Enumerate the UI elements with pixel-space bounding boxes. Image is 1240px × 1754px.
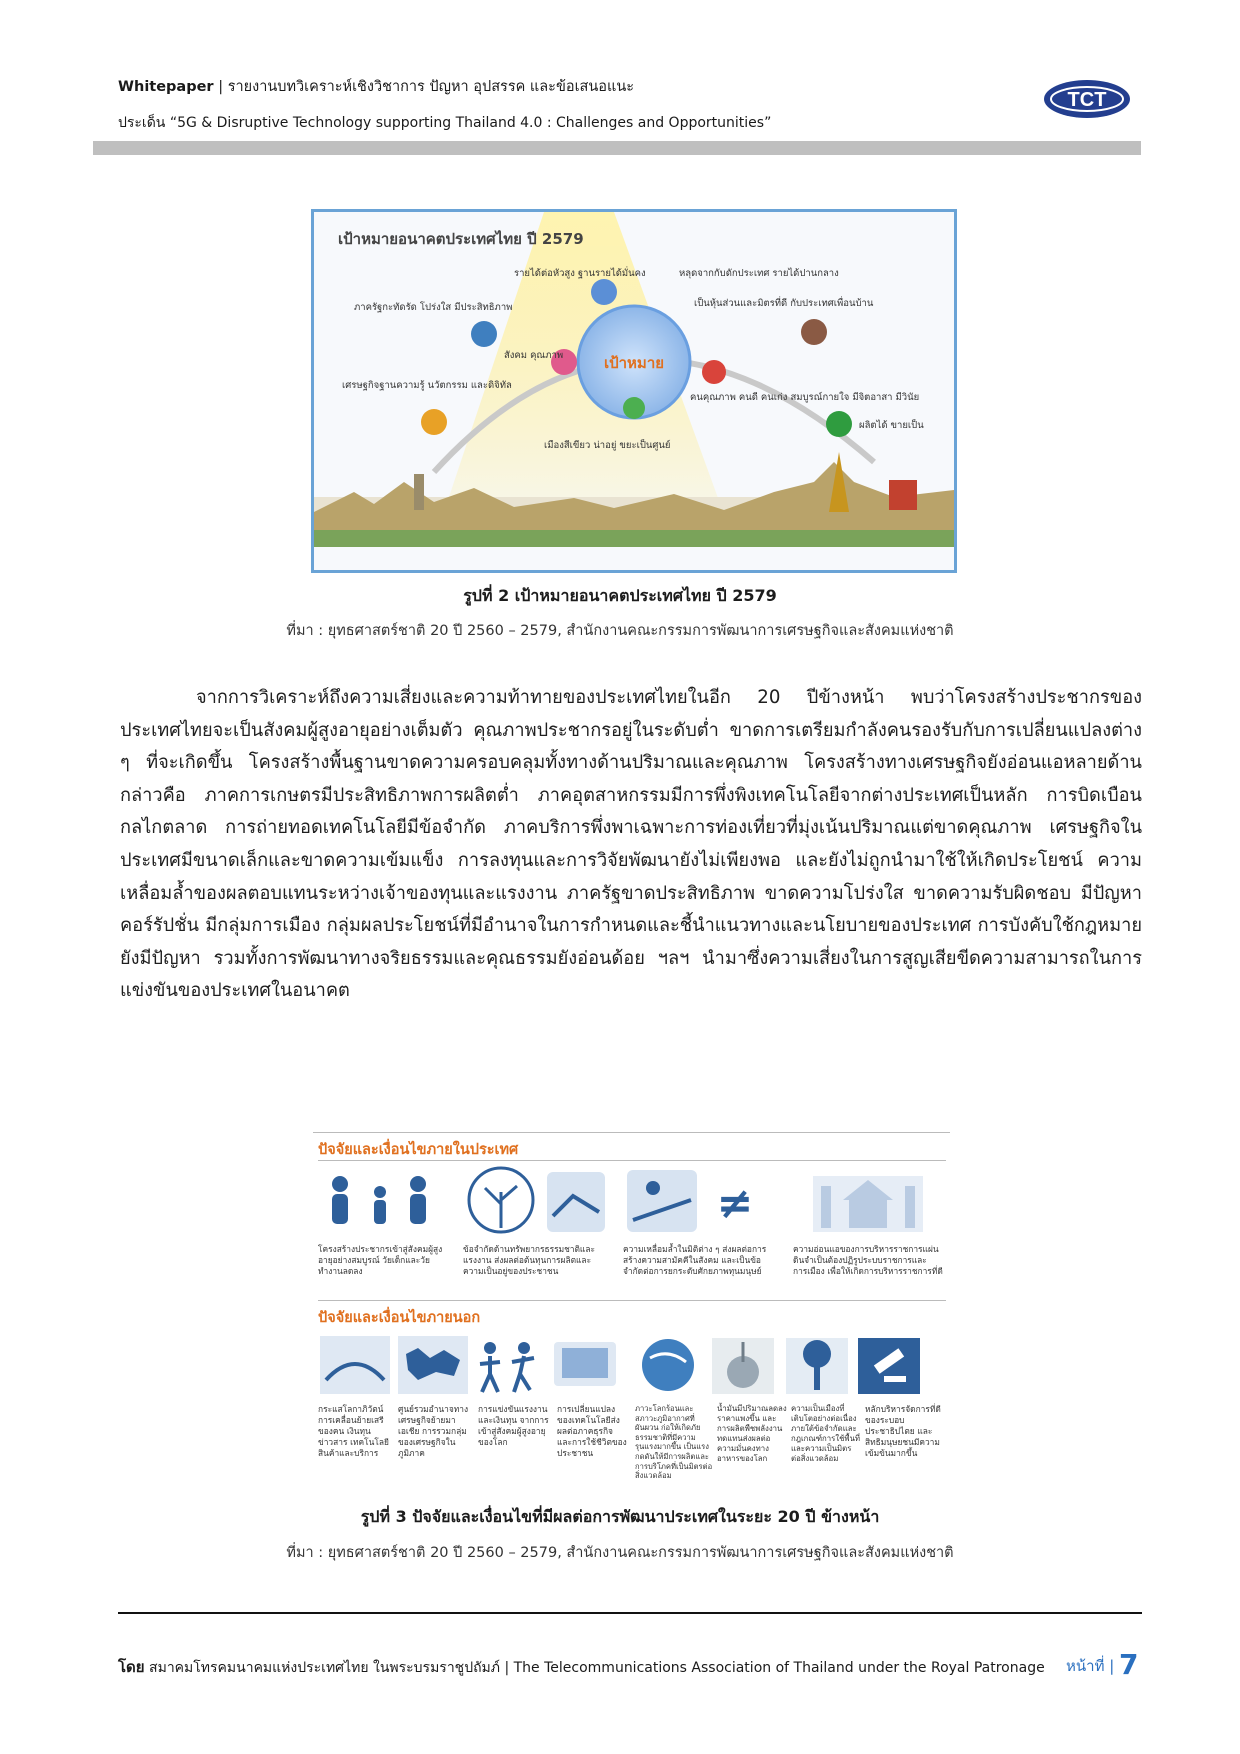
page-number (1066, 1648, 1139, 1681)
energy-food-icon (712, 1338, 774, 1394)
internal-factor-3: ความเหลื่อมล้ำในมิติต่าง ๆ ส่งผลต่อการสร้างความสามัคคีในสังคม และเป็นข้อจำกัดต่อการยกระดับศักยภาพทุนมนุษย์ (623, 1244, 767, 1276)
external-factor-6: น้ำมันมีปริมาณลดลง ราคาแพงขึ้น และการผลิตพืชพลังงานทดแทนส่งผลต่อความมั่นคงทางอาหารของโลก (717, 1404, 787, 1463)
goal-label-government: ภาครัฐกะทัดรัด โปร่งใส มีประสิทธิภาพ (354, 302, 513, 313)
footer-organization: สมาคมโทรคมนาคมแห่งประเทศไทย ในพระบรมราชูปถัมภ์ | The Telecommunications Association of Thailand under the Royal Patronage (144, 1660, 1045, 1676)
body-paragraph: จากการวิเคราะห์ถึงความเสี่ยงและความท้าทายของประเทศไทยในอีก 20 ปีข้างหน้า พบว่าโครงสร้างประชากรของประเทศไทยจะเป็นสังคมผู้สูงอายุอย่างเต็มตัว คุณภาพประชากรอยู่ในระดับต่ำ ขาดการเตรียมกำลังคนรองรับกับการเปลี่ยนแปลงต่าง ๆ ที่จะเกิดขึ้น โครงสร้างพื้นฐานขาดความครอบคลุมทั้งทางด้านปริมาณและคุณภาพ โครงสร้างทางเศรษฐกิจยังอ่อนแอหลายด้าน กล่าวคือ ภาคการเกษตรมีประสิทธิภาพการผลิตต่ำ ภาคอุตสาหกรรมมีการพึ่งพิงเทคโนโลยีจากต่างประเทศเป็นหลัก การบิดเบือนกลไกตลาด การถ่ายทอดเทคโนโลยีมีข้อจำกัด ภาคบริการพึ่งพาเฉพาะการท่องเที่ยวที่มุ่งเน้นปริมาณแต่ขาดคุณภาพ เศรษฐกิจในประเทศมีขนาดเล็กและขาดความเข้มแข็ง การลงทุนและการวิจัยพัฒนายังไม่เพียงพอ และยังไม่ถูกนำมาใช้ให้เกิดประโยชน์ ความเหลื่อมล้ำของผลตอบแทนระหว่างเจ้าของทุนและแรงงาน ภาครัฐขาดประสิทธิภาพ ขาดความโปร่งใส ขาดความรับผิดชอบ มีปัญหาคอร์รัปชั่น มีกลุ่มการเมือง กลุ่มผลประโยชน์ที่มีอำนาจในการกำหนดและชี้นำแนวทางและนโยบายของประเทศ การบังคับใช้กฎหมายยังมีปัญหา รวมทั้งการพัฒนาทางจริยธรรมและคุณธรรมยังอ่อนด้อย ฯลฯ นำมาซึ่งความเสี่ยงในการสูญเสียขีดความสามารถในการแข่งขันของประเทศในอนาคต (120, 687, 1142, 1002)
footer-prefix: โดย (118, 1658, 145, 1676)
resource-limit-icon (463, 1166, 613, 1238)
aging-society-icon (318, 1166, 448, 1238)
government-icon (471, 321, 497, 347)
partnership-icon (801, 319, 827, 345)
figure1-caption: รูปที่ 2 เป้าหมายอนาคตประเทศไทย ปี 2579 (463, 586, 777, 605)
figure2-top-rule (313, 1132, 950, 1133)
governance-icon (858, 1338, 920, 1394)
page-label: หน้าที่ | (1066, 1657, 1120, 1675)
footer-rule (118, 1612, 1142, 1614)
goal-label-people: คนคุณภาพ คนดี คนเก่ง สมบูรณ์กายใจ มีจิตอาสา มีวินัย (690, 392, 920, 403)
external-factor-1: กระแสโลกาภิวัตน์ การเคลื่อนย้ายเสรีของคน เงินทุน ข่าวสาร เทคโนโลยี สินค้าและบริการ (318, 1404, 389, 1458)
external-factor-4: การเปลี่ยนแปลงของเทคโนโลยีส่งผลต่อภาคธุรกิจและการใช้ชีวิตของประชาชน (557, 1404, 627, 1458)
goal-label-green-city: เมืองสีเขียว น่าอยู่ ขยะเป็นศูนย์ (544, 440, 671, 451)
page-header (118, 76, 1038, 134)
internal-factor-2: ข้อจำกัดด้านทรัพยากรธรรมชาติและแรงงาน ส่งผลต่อต้นทุนการผลิตและความเป็นอยู่ของประชาชน (463, 1244, 595, 1276)
page-number-value: 7 (1119, 1648, 1139, 1681)
figure-development-factors (313, 1132, 950, 1486)
income-icon (591, 279, 617, 305)
asia-shift-icon (398, 1336, 468, 1394)
goal-label-middle-income: หลุดจากกับดักประเทศ รายได้ปานกลาง (679, 268, 839, 279)
public-administration-icon (793, 1166, 943, 1238)
header-brand: Whitepaper (118, 79, 214, 95)
internal-factors-title: ปัจจัยและเงื่อนไขภายในประเทศ (318, 1142, 519, 1158)
future-goals-infographic (314, 212, 954, 570)
external-factor-3: การแข่งขันแรงงานและเงินทุน จากการเข้าสู่สังคมผู้สูงอายุของโลก (478, 1404, 549, 1447)
goal-label-neighbors: เป็นหุ้นส่วนและมิตรที่ดี กับประเทศเพื่อนบ้าน (694, 298, 874, 309)
external-factor-7: ความเป็นเมืองที่เติบโตอย่างต่อเนื่อง ภายใต้ข้อจำกัดและกฎเกณฑ์การใช้พื้นที่และความเป็นมิตรต่อสิ่งแวดล้อม (791, 1404, 861, 1463)
footer-text (118, 1655, 1045, 1679)
urbanization-icon (786, 1338, 848, 1394)
external-factor-icons (318, 1332, 950, 1398)
globalization-icon (320, 1336, 390, 1394)
section-divider (318, 1300, 946, 1301)
logo-text: TCT (1067, 89, 1107, 111)
header-line-1 (118, 76, 1038, 98)
climate-change-icon (642, 1339, 694, 1391)
inequality-icon (623, 1166, 773, 1238)
goal-label-income: รายได้ต่อหัวสูง ฐานรายได้มั่นคง (514, 268, 646, 279)
labor-competition-icon (480, 1342, 534, 1392)
figure1-source: ที่มา : ยุทธศาสตร์ชาติ 20 ปี 2560 – 2579, สำนักงานคณะกรรมการพัฒนาการเศรษฐกิจและสังคมแห่งชาติ (286, 623, 954, 639)
figure-future-goals (311, 209, 957, 573)
figure2-source: ที่มา : ยุทธศาสตร์ชาติ 20 ปี 2560 – 2579, สำนักงานคณะกรรมการพัฒนาการเศรษฐกิจและสังคมแห่งชาติ (286, 1545, 954, 1561)
goal-label-society: สังคม คุณภาพ (504, 350, 564, 361)
people-icon (702, 360, 726, 384)
external-factor-5: ภาวะโลกร้อนและสภาวะภูมิอากาศที่ผันผวน ก่อให้เกิดภัยธรรมชาติที่มีความรุนแรงมากขึ้น เป็นแรงกดดันให้มีการผลิตและการบริโภคที่เป็นมิตรต่อสิ่งแวดล้อม (635, 1404, 713, 1481)
external-factor-8: หลักบริหารจัดการที่ดีของระบอบประชาธิปไตย และสิทธิมนุษยชนมีความเข้มข้นมากขึ้น (865, 1404, 941, 1458)
header-divider (93, 141, 1141, 155)
external-factor-2: ศูนย์รวมอำนาจทางเศรษฐกิจย้ายมาเอเชีย การรวมกลุ่มของเศรษฐกิจในภูมิภาค (398, 1404, 469, 1458)
goal-label-knowledge: เศรษฐกิจฐานความรู้ นวัตกรรม และดิจิทัล (342, 380, 512, 391)
internal-title-rule (318, 1160, 946, 1161)
technology-change-icon (554, 1342, 616, 1386)
figure2-caption: รูปที่ 3 ปัจจัยและเงื่อนไขที่มีผลต่อการพัฒนาประเทศในระยะ 20 ปี ข้างหน้า (360, 1507, 880, 1526)
production-icon (826, 411, 852, 437)
goal-label-production: ผลิตได้ ขายเป็น (859, 420, 924, 431)
internal-factor-1: โครงสร้างประชากรเข้าสู่สังคมผู้สูงอายุอย่างสมบูรณ์ วัยเด็กและวัยทำงานลดลง (318, 1244, 443, 1276)
knowledge-icon (421, 409, 447, 435)
svg-text:≠: ≠ (716, 1178, 754, 1229)
green-city-icon (623, 397, 645, 419)
external-factors-title: ปัจจัยและเงื่อนไขภายนอก (318, 1310, 481, 1326)
internal-factor-4: ความอ่อนแอของการบริหารราชการแผ่นดินจำเป็นต้องปฏิรูประบบราชการและการเมือง เพื่อให้เกิดการบริหารราชการที่ดี (793, 1244, 943, 1276)
center-label: เป้าหมาย (603, 354, 665, 372)
header-line-2: ประเด็น “5G & Disruptive Technology supporting Thailand 4.0 : Challenges and Opportunities” (118, 115, 772, 131)
tct-logo (1042, 78, 1132, 120)
figure1-title: เป้าหมายอนาคตประเทศไทย ปี 2579 (338, 230, 584, 248)
header-subtitle: | รายงานบทวิเคราะห์เชิงวิชาการ ปัญหา อุปสรรค และข้อเสนอแนะ (213, 79, 635, 95)
